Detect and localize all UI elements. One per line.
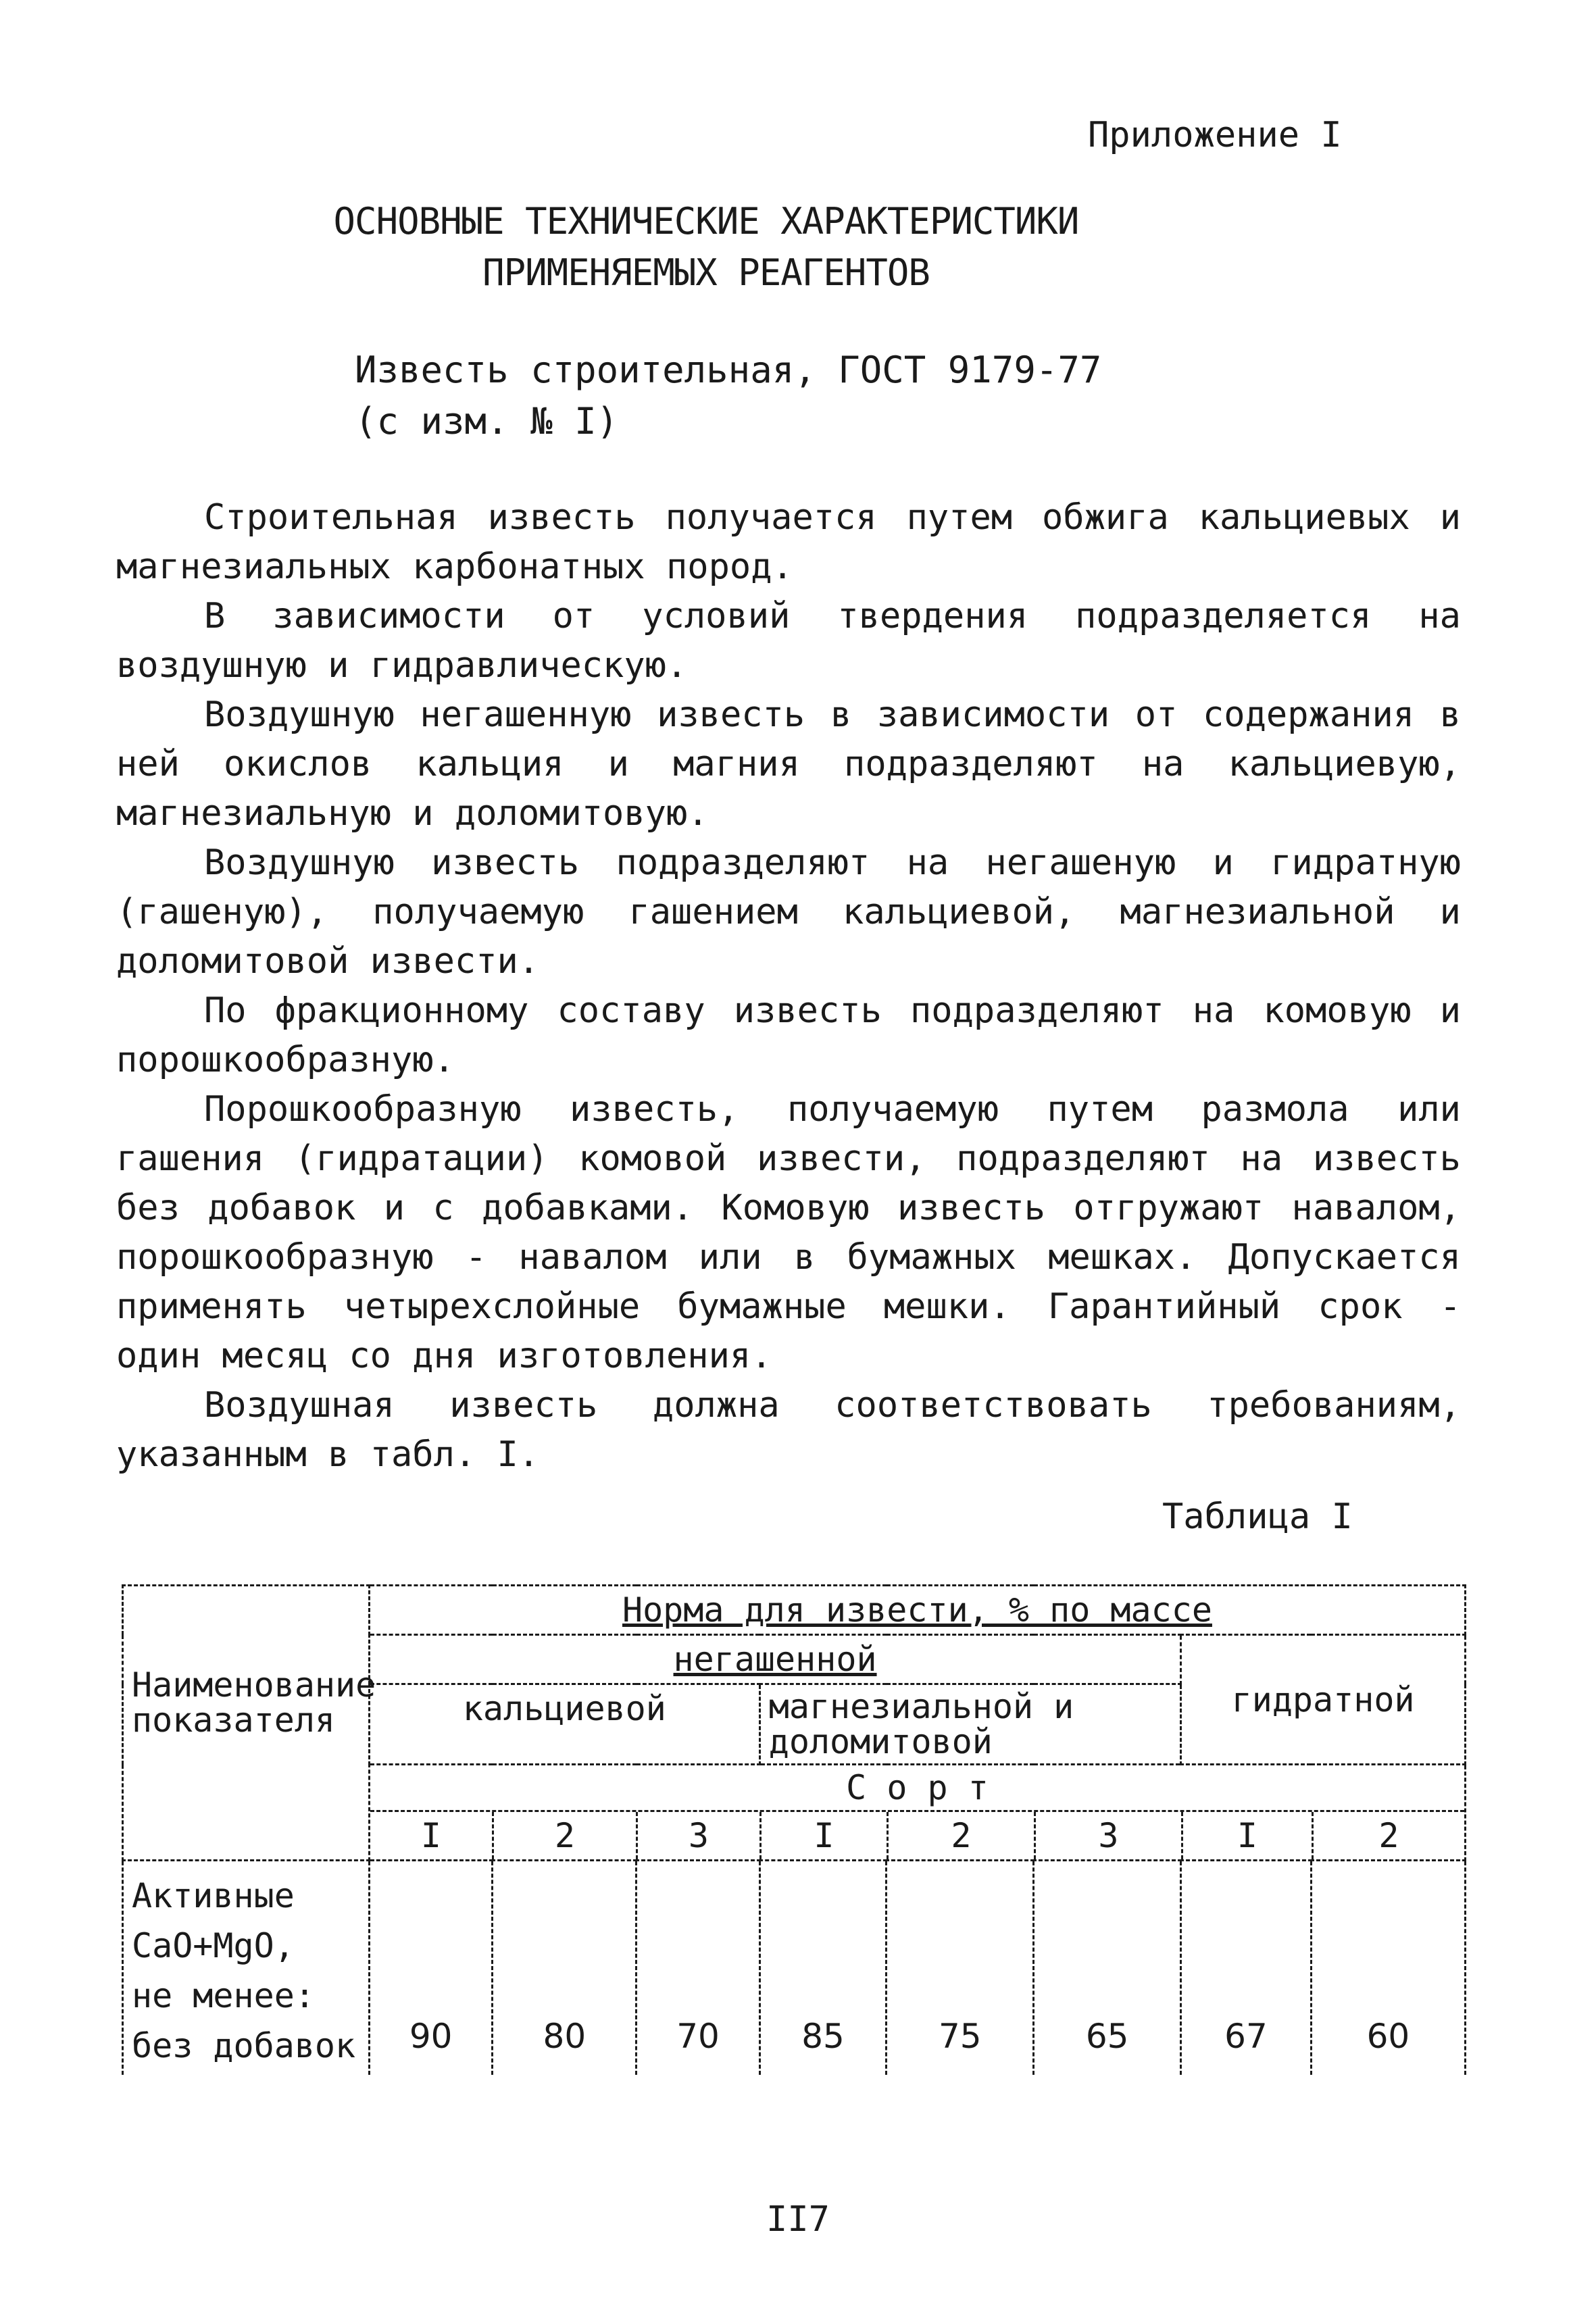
- paragraph-2: В зависимости от условий твердения подразделяется на воздушную и гидравлическую.: [116, 596, 1461, 686]
- lime-requirements-table: [122, 1584, 1466, 2075]
- grade-cell: 2: [492, 1812, 636, 1859]
- paragraph-7: Воздушная известь должна соответствовать требованиям, указанным в табл. I.: [116, 1385, 1461, 1475]
- value-cell: 60: [1311, 1861, 1465, 2076]
- table-label: Таблица I: [1162, 1496, 1353, 1537]
- subheading-line-2: (с изм. № I): [355, 400, 619, 443]
- grade-cell: I: [1181, 1812, 1312, 1859]
- paragraph-3: Воздушную негашенную известь в зависимости от содержания в ней окислов кальция и магния подразделяют на кальциевую, магнезиальную и доломитовую.: [116, 695, 1461, 834]
- title-line-2: ПРИМЕНЯЕМЫХ РЕАГЕНТОВ: [482, 251, 930, 294]
- value-cell: 90: [369, 1861, 492, 2076]
- header-nonslaked: негашенной: [369, 1635, 1180, 1684]
- grade-cell: 2: [887, 1812, 1034, 1859]
- grade-cell: 3: [1034, 1812, 1181, 1859]
- value-cell: 80: [493, 1861, 637, 2076]
- paragraph-6: Порошкообразную известь, получаемую путем размола или гашения (гидратации) комовой извести, подразделяют на известь без добавок и с добавками. Комовую известь отгружают навалом, порошкообразную - навалом или в бумажных мешках. Допускается применять четырехслойные бумажные мешки. Гарантийный срок - один месяц со дня изготовления.: [116, 1089, 1461, 1376]
- header-magnesian: магнезиальной и доломитовой: [759, 1684, 1180, 1765]
- paragraph-1: Строительная известь получается путем обжига кальциевых и магнезиальных карбонатных пород.: [116, 497, 1461, 587]
- grade-title: С о р т: [370, 1765, 1464, 1812]
- value-cell: 75: [887, 1861, 1034, 2076]
- row-label-line-4: без добавок: [132, 2026, 356, 2065]
- paragraph-5: По фракционному составу известь подразделяют на комовую и порошкообразную.: [116, 990, 1461, 1080]
- value-cell: 67: [1181, 1861, 1312, 2076]
- value-cell: 85: [759, 1861, 887, 2076]
- header-hydrated: гидратной: [1181, 1635, 1466, 1765]
- title-line-1: ОСНОВНЫЕ ТЕХНИЧЕСКИЕ ХАРАКТЕРИСТИКИ: [333, 200, 1079, 243]
- row-label-line-3: не менее:: [132, 1976, 315, 2015]
- row-label-line-2: CaO+MgO,: [132, 1926, 295, 1965]
- row-label: [123, 1861, 370, 2076]
- paragraph-4: Воздушную известь подразделяют на негашеную и гидратную (гашеную), получаемую гашением кальциевой, магнезиальной и доломитовой извести.: [116, 842, 1461, 982]
- header-norm: Норма для извести, % по массе: [369, 1586, 1465, 1635]
- grade-row: [370, 1812, 1464, 1859]
- row-label-line-1: Активные: [132, 1876, 295, 1915]
- body-text: [116, 493, 1461, 1480]
- appendix-label: Приложение I: [1088, 115, 1342, 155]
- grade-cell: I: [420, 1816, 441, 1855]
- grade-cell: 3: [636, 1812, 759, 1859]
- page-number: II7: [766, 2199, 830, 2240]
- grade-cell: 2: [1312, 1812, 1464, 1859]
- subheading-line-1: Известь строительная, ГОСТ 9179-77: [355, 349, 1102, 391]
- grade-cell: I: [759, 1812, 887, 1859]
- value-cell: 70: [637, 1861, 759, 2076]
- header-calcium: кальциевой: [369, 1684, 759, 1765]
- page-title: [223, 196, 1189, 299]
- value-cell: 65: [1034, 1861, 1181, 2076]
- header-grade: [369, 1765, 1465, 1861]
- header-parameter: Наименование показателя: [123, 1586, 370, 1861]
- subheading: [355, 345, 1101, 447]
